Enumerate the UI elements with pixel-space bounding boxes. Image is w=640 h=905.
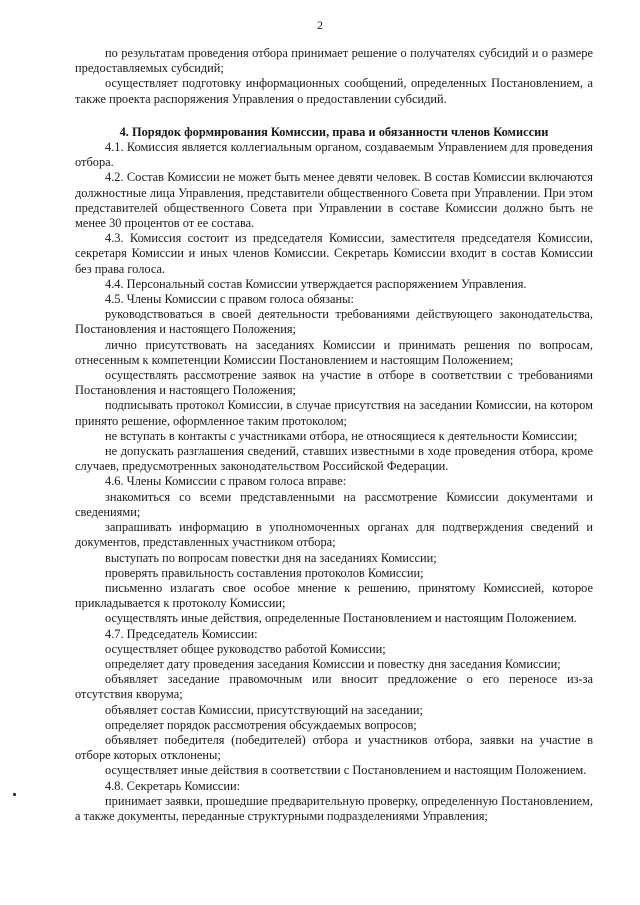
document-body <box>75 46 593 824</box>
list-item: выступать по вопросам повестки дня на заседаниях Комиссии; <box>105 550 437 565</box>
list-item: проверять правильность составления протоколов Комиссии; <box>105 565 424 580</box>
list-item: определяет порядок рассмотрения обсуждаемых вопросов; <box>105 717 417 732</box>
paragraph: 4.1. Комиссия является коллегиальным органом, создаваемым Управлением для проведения отбора. <box>75 140 593 170</box>
paragraph: 4.7. Председатель Комиссии: <box>105 626 258 641</box>
list-item: подписывать протокол Комиссии, в случае присутствия на заседании Комиссии, на котором принято решение, оформленное таким протоколом; <box>75 398 593 428</box>
paragraph: по результатам проведения отбора принимает решение о получателях субсидий и о размере предоставляемых субсидий; <box>75 46 593 76</box>
paragraph: 4.6. Члены Комиссии с правом голоса вправе: <box>105 474 347 489</box>
list-item: принимает заявки, прошедшие предварительную проверку, определенную Постановлением, а также документы, переданные структурными подразделениями Управления; <box>75 793 593 823</box>
list-item: не вступать в контакты с участниками отбора, не относящиеся к деятельности Комиссии; <box>105 428 578 443</box>
list-item: осуществляет иные действия в соответствии с Постановлением и настоящим Положением. <box>105 763 587 778</box>
list-item: не допускать разглашения сведений, ставших известными в ходе проведения отбора, кроме случаев, предусмотренных законодательством Российской Федерации. <box>75 444 593 474</box>
list-item: объявляет состав Комиссии, присутствующий на заседании; <box>105 702 423 717</box>
list-item: осуществлять рассмотрение заявок на участие в отборе в соответствии с требованиями Постановления и настоящего Положения; <box>75 368 593 398</box>
list-item: знакомиться со всеми представленными на рассмотрение Комиссии документами и сведениями; <box>75 489 593 519</box>
scan-speck-mark <box>13 793 16 796</box>
paragraph: 4.3. Комиссия состоит из председателя Комиссии, заместителя председателя Комиссии, секретаря Комиссии и иных членов Комиссии. Секретарь Комиссии входит в состав Комиссии без права голоса. <box>75 231 593 276</box>
list-item: осуществляет общее руководство работой Комиссии; <box>105 641 386 656</box>
paragraph: 4.2. Состав Комиссии не может быть менее девяти человек. В состав Комиссии включаются должностные лица Управления, представители общественного Совета при Управлении. При этом представителей общественного Совета при Управлении в составе Комиссии должно быть не менее 30 процентов от ее состава. <box>75 170 593 231</box>
list-item: объявляет заседание правомочным или вносит предложение о его переносе из-за отсутствия кворума; <box>75 672 593 702</box>
paragraph: 4.5. Члены Комиссии с правом голоса обязаны: <box>105 292 354 307</box>
paragraph: 4.8. Секретарь Комиссии: <box>105 778 241 793</box>
list-item: лично присутствовать на заседаниях Комиссии и принимать решения по вопросам, отнесенным к компетенции Комиссии Постановлением и настоящим Положением; <box>75 337 593 367</box>
list-item: осуществлять иные действия, определенные Постановлением и настоящим Положением. <box>105 611 577 626</box>
list-item: руководствоваться в своей деятельности требованиями действующего законодательства, Постановления и настоящего Положения; <box>75 307 593 337</box>
paragraph: 4.4. Персональный состав Комиссии утверждается распоряжением Управления. <box>105 276 527 291</box>
page-number: 2 <box>317 18 323 32</box>
section-heading: 4. Порядок формирования Комиссии, права и обязанности членов Комиссии <box>119 124 549 139</box>
list-item: объявляет победителя (победителей) отбора и участников отбора, заявки на участие в отборе которых отклонены; <box>75 732 593 763</box>
list-item: определяет дату проведения заседания Комиссии и повестку дня заседания Комиссии; <box>105 656 561 671</box>
paragraph: осуществляет подготовку информационных сообщений, определенных Постановлением, а также проекта распоряжения Управления о предоставлении субсидий. <box>75 76 593 106</box>
list-item: письменно излагать свое особое мнение к решению, принятому Комиссией, которое прикладывается к протоколу Комиссии; <box>75 580 593 611</box>
list-item: запрашивать информацию в уполномоченных органах для подтверждения сведений и документов, представленных участником отбора; <box>75 520 593 550</box>
